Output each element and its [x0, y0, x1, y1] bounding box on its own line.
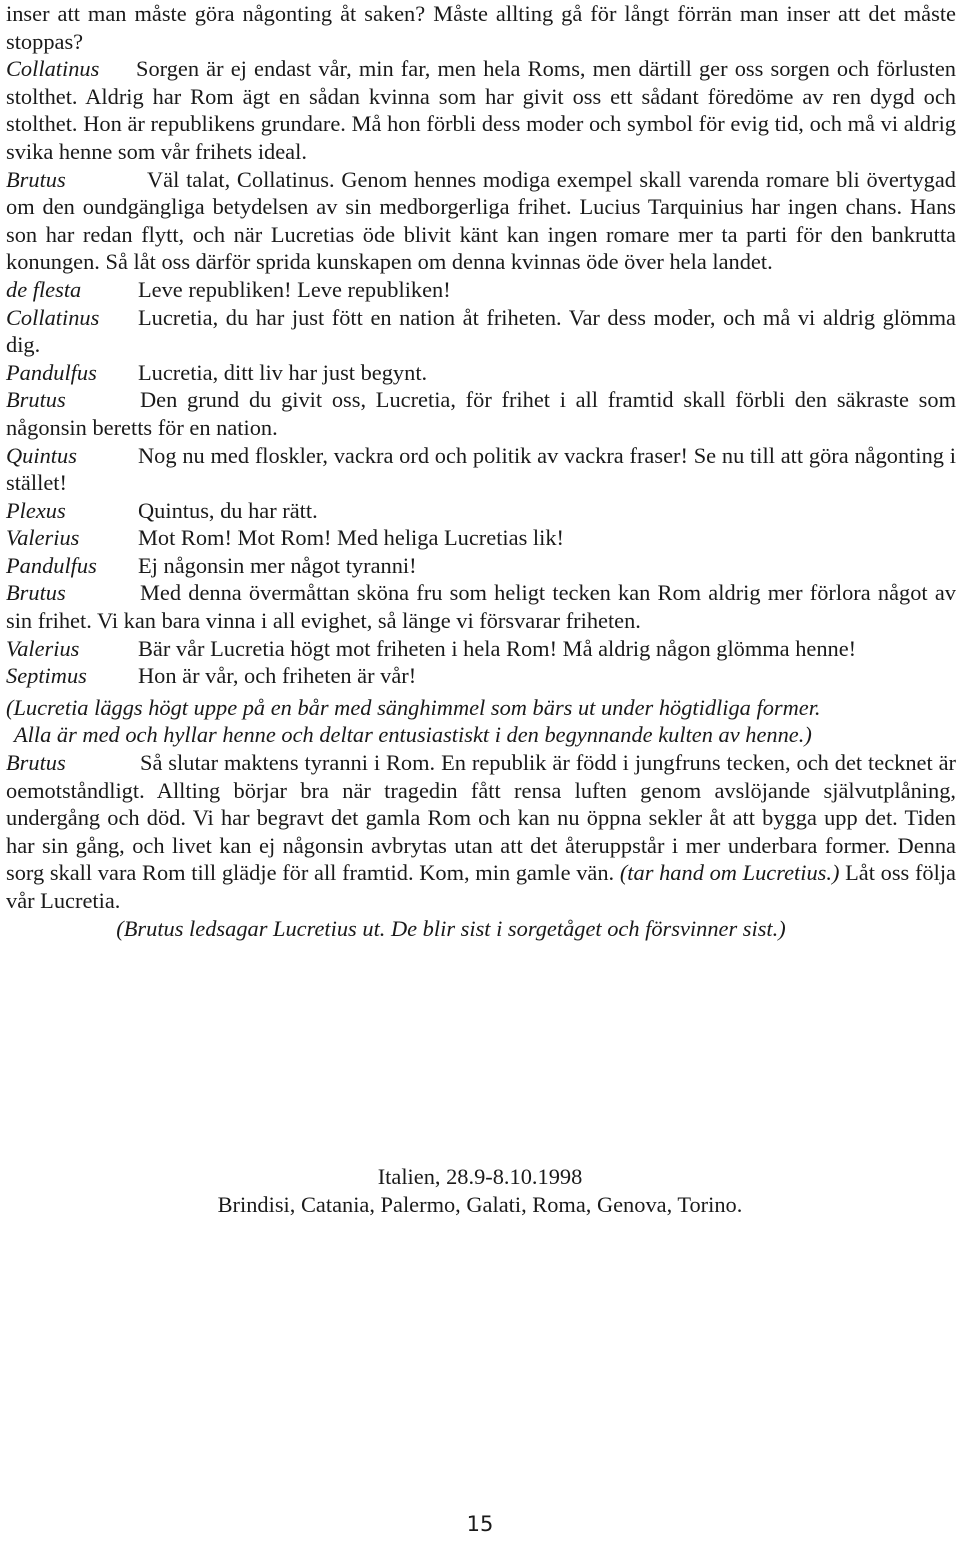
speech-text: Ej någonsin mer något tyranni! [138, 552, 417, 578]
dialogue-line [6, 749, 956, 915]
speech-text: Den grund du givit oss, Lucretia, för frihet i all framtid skall förbli den säkraste som någonsin beretts för en nation. [6, 387, 956, 440]
speech-text: inser att man måste göra någonting åt saken? Måste allting gå för långt förrän man inser att det måste stoppas? [6, 1, 956, 54]
dialogue-line [6, 579, 956, 634]
speech-text: Väl talat, Collatinus. Genom hennes modiga exempel skall varenda romare bli övertygad om den oundgängliga betydelsen av sin medborgerliga frihet. Lucius Tarquinius har ingen chans. Hans son har redan flytt, och när Lucretias öde blivit känt kan ingen romare mer ta parti för den bankrutta konungen. Så låt oss därför sprida kunskapen om denna kvinnas öde över hela landet. [6, 166, 956, 275]
speech-text: Leve republiken! Leve republiken! [138, 276, 451, 302]
speaker-name: de flesta [6, 276, 82, 302]
dialogue-line [6, 166, 956, 276]
dialogue-line [6, 359, 956, 387]
dialogue-line [6, 304, 956, 359]
speaker-name: Plexus [6, 497, 66, 523]
inline-stage-direction: (tar hand om Lucretius.) [619, 860, 840, 886]
closing-dates: Italien, 28.9-8.10.1998 [377, 1164, 583, 1189]
dialogue-line [6, 55, 956, 165]
speaker-name: Pandulfus [6, 359, 97, 385]
page-number: 15 [466, 1512, 494, 1536]
speaker-name: Brutus [6, 580, 66, 606]
speech-text: Quintus, du har rätt. [138, 497, 318, 523]
speaker-name: Collatinus [6, 56, 100, 82]
speaker-name: Collatinus [6, 304, 100, 330]
script-page [6, 0, 956, 942]
closing-note [0, 1163, 960, 1219]
speaker-name: Brutus [6, 750, 66, 776]
speaker-name: Pandulfus [6, 552, 97, 578]
dialogue-line [6, 386, 956, 441]
speaker-name: Septimus [6, 663, 87, 689]
stage-direction: Alla är med och hyllar henne och deltar entusiastiskt i den begynnande kulten av henne.) [14, 722, 812, 748]
dialogue-line [6, 635, 956, 663]
speech-text: Med denna övermåttan sköna fru som heligt tecken kan Rom aldrig mer förlora något av sin frihet. Vi kan bara vinna i all evighet, så länge vi försvarar friheten. [6, 580, 956, 634]
dialogue-line [6, 497, 956, 525]
speaker-name: Brutus [6, 387, 66, 413]
stage-direction: (Lucretia läggs högt uppe på en bår med sänghimmel som bärs ut under högtidliga former. [6, 694, 821, 720]
closing-places: Brindisi, Catania, Palermo, Galati, Roma, Genova, Torino. [217, 1192, 743, 1217]
dialogue-line [6, 552, 956, 580]
speech-text: Mot Rom! Mot Rom! Med heliga Lucretias lik! [138, 525, 564, 551]
speech-text: Nog nu med floskler, vackra ord och politik av vackra fraser! Se nu till att göra någonting i stället! [6, 442, 956, 496]
speech-text: Låt oss följa vår Lucretia. [6, 860, 956, 913]
dialogue-line [6, 276, 956, 304]
speech-text: Hon är vår, och friheten är vår! [138, 663, 417, 689]
speech-text: Bär vår Lucretia högt mot friheten i hela Rom! Må aldrig någon glömma henne! [138, 635, 857, 661]
speaker-name: Valerius [6, 635, 80, 661]
dialogue-line [6, 0, 956, 55]
speaker-name: Quintus [6, 442, 77, 468]
speaker-name: Brutus [6, 166, 66, 192]
speech-text: Lucretia, du har just fött en nation åt friheten. Var dess moder, och må vi aldrig glömma dig. [6, 304, 956, 358]
dialogue-line [6, 442, 956, 497]
speech-text: Sorgen är ej endast vår, min far, men hela Roms, men därtill ger oss sorgen och förlusten stolthet. Aldrig har Rom ägt en sådan kvinna som har givit oss ett sådant föredöme av ren dygd och stolthet. Hon är republikens grundare. Må hon förbli dess moder och symbol för evig tid, och må vi aldrig svika henne som vår frihets ideal. [6, 56, 956, 164]
dialogue-line [6, 524, 956, 552]
speaker-name: Valerius [6, 525, 80, 551]
final-stage-direction: (Brutus ledsagar Lucretius ut. De blir sist i sorgetåget och försvinner sist.) [116, 915, 786, 941]
speech-text: Så slutar maktens tyranni i Rom. En republik är född i jungfruns tecken, och det tecknet är oemotståndligt. Allting börjar bra när tragedin fått rensa luften genom avslöjande självutplåning, undergång och död. Vi har begravt det gamla Rom och kan nu öppna sekler åt att bygga upp det. Tiden har sin gång, och livet kan ej någonsin avbrytas utan att det återuppstår i mer underbara former. Denna sorg skall vara Rom till glädje för all framtid. Kom, min gamle vän. [6, 750, 956, 886]
dialogue-line [6, 662, 956, 690]
speech-text: Lucretia, ditt liv har just begynt. [138, 359, 428, 385]
